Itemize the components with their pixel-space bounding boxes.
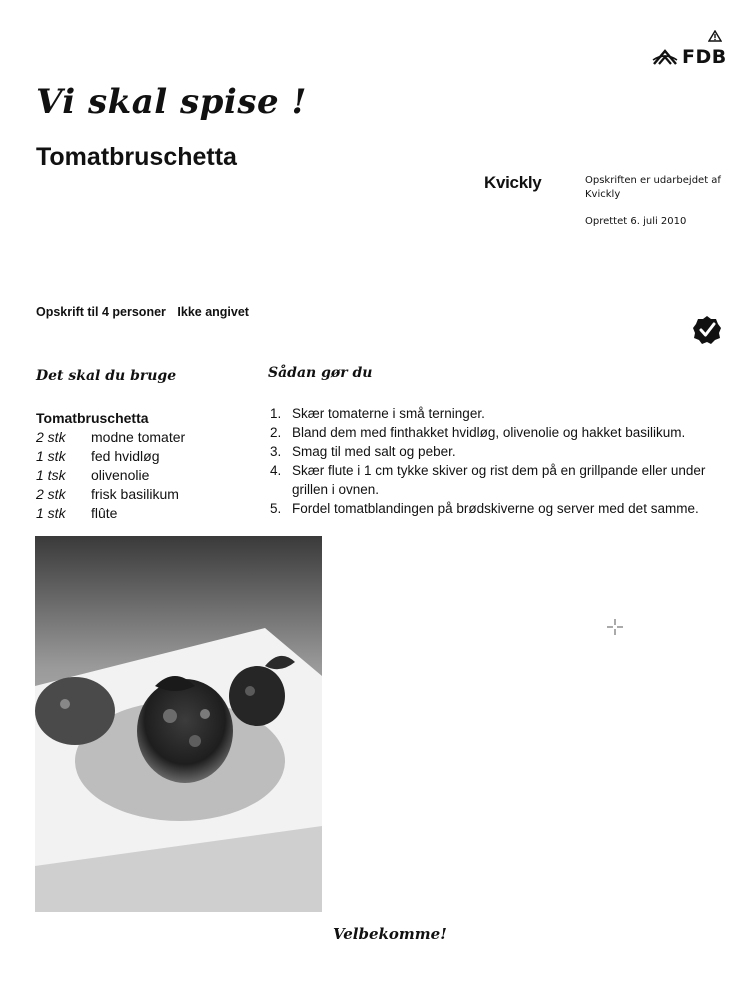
warning-triangle-icon — [708, 30, 722, 42]
ingredient-name: olivenolie — [91, 467, 150, 483]
ingredient-qty: 2 stk — [36, 429, 66, 445]
ingredient-row — [36, 467, 256, 486]
fdb-logo-text: FDB — [682, 46, 727, 68]
ingredient-qty: 1 stk — [36, 448, 66, 464]
step-number: 2. — [270, 425, 282, 440]
servings-label: Opskrift til 4 personer — [36, 305, 166, 319]
step-number: 1. — [270, 406, 282, 421]
method-heading: Sådan gør du — [268, 365, 373, 381]
method-step — [270, 461, 730, 499]
ingredient-name: modne tomater — [91, 429, 186, 445]
ingredient-row — [36, 486, 256, 505]
ingredient-name: fed hvidløg — [91, 448, 160, 464]
ingredient-name: flûte — [91, 505, 118, 521]
ingredient-name: frisk basilikum — [91, 486, 179, 502]
recipe-photo — [35, 536, 322, 912]
method-steps — [270, 404, 730, 518]
step-text: Smag til med salt og peber. — [292, 444, 456, 459]
fdb-emblem-icon — [652, 48, 678, 66]
ingredient-qty: 1 stk — [36, 505, 66, 521]
crosshair-mark-icon — [606, 618, 624, 636]
ingredients-group-title: Tomatbruschetta — [36, 410, 149, 426]
step-number: 5. — [270, 501, 282, 516]
method-step — [270, 499, 730, 518]
ingredients-heading: Det skal du bruge — [36, 368, 177, 384]
ingredients-list — [36, 429, 256, 524]
method-step — [270, 423, 730, 442]
tagline: Vi skal spise ! — [36, 82, 307, 122]
servings-line — [36, 305, 249, 319]
step-text: Bland dem med finthakket hvidløg, olivenolie og hakket basilikum. — [292, 425, 686, 440]
page-title: Tomatbruschetta — [36, 143, 237, 171]
ingredient-row — [36, 505, 256, 524]
brand-logo: Kvickly — [484, 173, 542, 192]
checkmark-badge-icon — [692, 315, 722, 345]
step-number: 3. — [270, 444, 282, 459]
outro-text: Velbekomme! — [333, 925, 447, 943]
servings-extra: Ikke angivet — [177, 305, 249, 319]
ingredient-row — [36, 448, 256, 467]
step-text: Fordel tomatblandingen på brødskiverne og server med det samme. — [292, 501, 699, 516]
ingredient-row — [36, 429, 256, 448]
fdb-logo — [648, 30, 738, 74]
method-step — [270, 442, 730, 461]
step-text: Skær flute i 1 cm tykke skiver og rist dem på en grillpande eller under grillen i ovnen. — [292, 463, 706, 497]
recipe-credit: Opskriften er udarbejdet af Kvickly — [585, 175, 721, 200]
ingredient-qty: 1 tsk — [36, 467, 66, 483]
step-text: Skær tomaterne i små terninger. — [292, 406, 485, 421]
created-date: Oprettet 6. juli 2010 — [585, 216, 687, 227]
ingredient-qty: 2 stk — [36, 486, 66, 502]
step-number: 4. — [270, 463, 282, 478]
method-step — [270, 404, 730, 423]
